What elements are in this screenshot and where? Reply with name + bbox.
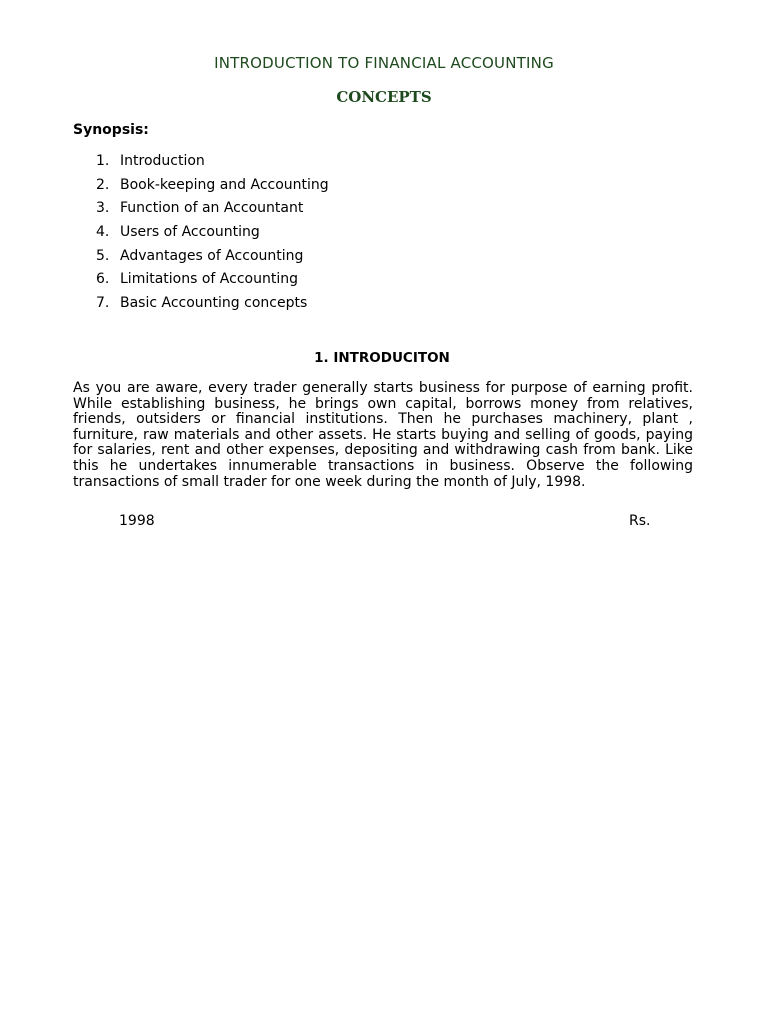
synopsis-item-text: Introduction [120, 153, 205, 169]
synopsis-item-number: 2. [96, 176, 110, 193]
intro-paragraph: As you are aware, every trader generally starts business for purpose of earning profit. While establishing business, he brings own capital, borrows money from relatives, friends, outsiders or financial institutions. Then he purchases machinery, plant , furniture, raw materials and other assets. He starts buying and selling of goods, paying for salaries, rent and other expenses, depositing and withdrawing cash from bank. Like this he undertakes innumerable transactions in business. Observe the following transactions of small trader for one week during the month of July, 1998. [73, 380, 693, 490]
synopsis-item-number: 7. [96, 295, 110, 312]
table-year-header: 1998 [119, 513, 155, 529]
synopsis-item [96, 294, 329, 318]
section-heading: 1. INTRODUCITON [314, 350, 450, 366]
document-subtitle: CONCEPTS [336, 88, 432, 106]
document-title: INTRODUCTION TO FINANCIAL ACCOUNTING [214, 54, 554, 72]
synopsis-item-text: Limitations of Accounting [120, 271, 298, 288]
synopsis-label: Synopsis: [73, 122, 149, 138]
synopsis-item [96, 270, 329, 294]
synopsis-item-number: 6. [96, 271, 110, 288]
synopsis-item-text: Users of Accounting [120, 224, 260, 241]
table-amount-header: Rs. [629, 513, 651, 529]
synopsis-item [96, 152, 329, 176]
synopsis-item-number: 4. [96, 224, 110, 241]
synopsis-item-number: 3. [96, 200, 110, 217]
synopsis-item-text: Function of an Accountant [120, 200, 304, 217]
synopsis-item [96, 247, 329, 271]
synopsis-item [96, 199, 329, 223]
synopsis-item-text: Book-keeping and Accounting [120, 176, 329, 193]
synopsis-item [96, 223, 329, 247]
synopsis-list [96, 152, 329, 318]
synopsis-item [96, 176, 329, 200]
synopsis-item-number: 1. [96, 153, 110, 169]
synopsis-item-text: Basic Accounting concepts [120, 295, 308, 312]
synopsis-item-number: 5. [96, 247, 110, 264]
synopsis-item-text: Advantages of Accounting [120, 247, 304, 264]
